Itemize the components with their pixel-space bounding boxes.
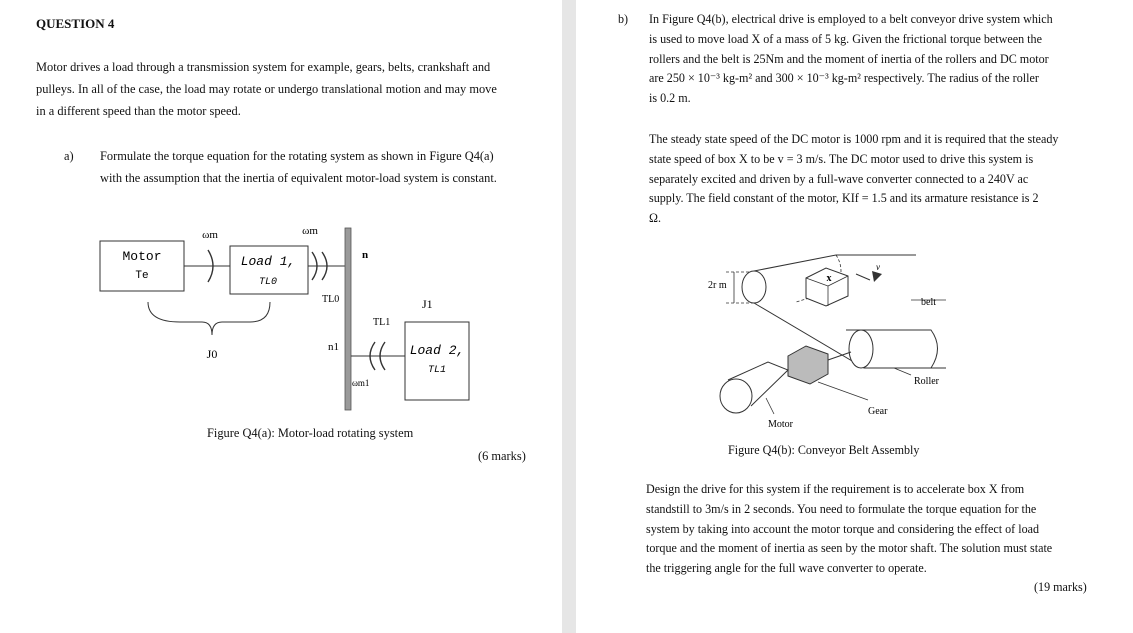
roller-label: Roller xyxy=(914,376,939,387)
upper-roller xyxy=(742,271,766,303)
part-b-paragraph-1 xyxy=(649,10,1095,109)
para1-line: is used to move load X of a mass of 5 kg. Given the frictional torque between the xyxy=(649,31,1042,46)
roller-pointer xyxy=(894,368,911,375)
para2-line: state speed of box X to be v = 3 m/s. The DC motor used to drive this system is xyxy=(649,151,1034,166)
para3-line: the triggering angle for the full wave converter to operate. xyxy=(646,561,927,576)
para3-line: Design the drive for this system if the requirement is to accelerate box X from xyxy=(646,482,1025,496)
para3-line: torque and the moment of inertia as seen by the motor shaft. The solution must state xyxy=(646,541,1053,556)
para2-line: separately excited and driven by a full-wave converter connected to a 240V ac xyxy=(649,171,1029,186)
belt-label: belt xyxy=(921,297,936,308)
load2-label: Load 2, xyxy=(409,343,465,358)
para1-line: rollers and the belt is 25Nm and the moment of inertia of the rollers and DC motor xyxy=(649,51,1049,66)
lower-roller-end xyxy=(849,330,873,368)
part-b-label: b) xyxy=(618,12,629,26)
part-a-marks: (6 marks) xyxy=(478,449,526,463)
intro-paragraph xyxy=(36,56,536,122)
velocity-label: v xyxy=(876,262,880,272)
page-gutter xyxy=(562,0,576,633)
box-x-label: x xyxy=(826,273,832,284)
gear-box xyxy=(788,346,828,384)
figure-q4a-diagram xyxy=(90,220,490,420)
omega-m-right: ωm xyxy=(302,225,318,237)
gear-plate xyxy=(345,228,351,410)
load1-torque: TL0 xyxy=(258,277,278,288)
intro-line: Motor drives a load through a transmission system for example, gears, belts, crankshaft and xyxy=(36,60,491,74)
para2-line: Ω. xyxy=(649,211,662,226)
part-a-line: Formulate the torque equation for the rotating system as shown in Figure Q4(a) xyxy=(100,149,494,163)
j0-brace xyxy=(148,302,270,335)
tl0-label: TL0 xyxy=(322,294,340,305)
gear-label: Gear xyxy=(868,406,888,417)
part-b-paragraph-2 xyxy=(649,130,1095,229)
question-heading: QUESTION 4 xyxy=(36,16,115,31)
n1-label: n1 xyxy=(328,341,339,353)
right-page xyxy=(576,0,1133,633)
figure-b-caption: Figure Q4(b): Conveyor Belt Assembly xyxy=(728,443,920,457)
figure-a-caption: Figure Q4(a): Motor-load rotating system xyxy=(207,426,414,440)
para2-line: The steady state speed of the DC motor is 1000 rpm and it is required that the steady xyxy=(649,132,1059,146)
gear-ratio-n: n xyxy=(362,249,369,261)
motor-end xyxy=(720,379,752,413)
velocity-arrowhead xyxy=(872,271,882,282)
part-a-line: with the assumption that the inertia of equivalent motor-load system is constant. xyxy=(100,171,497,185)
intro-line: pulleys. In all of the case, the load may rotate or undergo translational motion and may move xyxy=(36,82,497,96)
velocity-arrow xyxy=(856,274,870,280)
load2-box xyxy=(405,322,469,400)
load2-torque: TL1 xyxy=(427,365,447,376)
para3-line: standstill to 3m/s in 2 seconds. You need to formulate the torque equation for the xyxy=(646,501,1037,516)
omega-m-left: ωm xyxy=(202,229,218,241)
motor-torque-label: Te xyxy=(135,270,149,282)
part-b-marks: (19 marks) xyxy=(1034,580,1087,594)
left-page xyxy=(0,0,562,633)
omega-m1-label: ωm1 xyxy=(352,378,370,388)
part-b-paragraph-3 xyxy=(646,480,1095,579)
tl1-label: TL1 xyxy=(373,317,391,328)
motor-pointer xyxy=(766,398,774,414)
j0-label: J0 xyxy=(206,347,218,361)
radius-label: 2r m xyxy=(708,280,727,291)
j1-label: J1 xyxy=(422,297,433,311)
motor-box-label: Motor xyxy=(122,249,162,264)
part-a-text xyxy=(100,145,540,189)
para1-line: is 0.2 m. xyxy=(649,91,691,106)
para3-line: system by taking into account the motor torque and considering the effect of load xyxy=(646,521,1040,536)
figure-q4b-diagram xyxy=(696,250,956,435)
para2-line: supply. The field constant of the motor, KIf = 1.5 and its armature resistance is 2 xyxy=(649,191,1039,206)
part-a-label: a) xyxy=(64,149,74,163)
motor-label: Motor xyxy=(768,419,793,430)
gear-pointer xyxy=(818,382,868,400)
load1-label: Load 1, xyxy=(240,254,296,269)
intro-line: in a different speed than the motor speed. xyxy=(36,104,241,118)
para1-line: In Figure Q4(b), electrical drive is employed to a belt conveyor drive system which xyxy=(649,12,1053,26)
para1-line: are 250 × 10⁻³ kg-m² and 300 × 10⁻³ kg-m² respectively. The radius of the roller xyxy=(649,71,1039,86)
